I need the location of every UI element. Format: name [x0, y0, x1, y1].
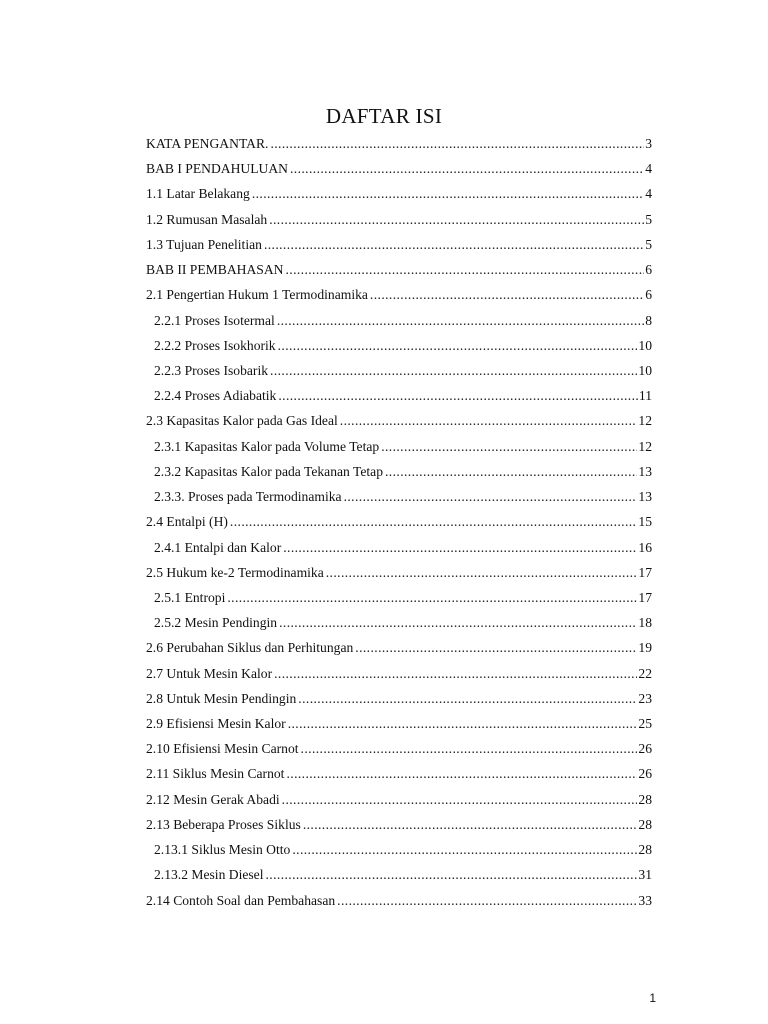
toc-dot-leader [292, 837, 637, 862]
toc-entry[interactable] [146, 661, 652, 686]
toc-entry-page: 10 [638, 362, 652, 378]
toc-dot-leader [269, 207, 644, 232]
toc-dot-leader [270, 358, 637, 383]
toc-entry-page: 23 [638, 690, 652, 706]
toc-dot-leader [274, 661, 637, 686]
toc-dot-leader [344, 484, 638, 509]
toc-entry-label: 2.3.1 Kapasitas Kalor pada Volume Tetap [154, 438, 380, 454]
toc-entry-page: 11 [638, 388, 652, 404]
toc-entry[interactable] [146, 207, 652, 232]
toc-dot-leader [301, 736, 638, 761]
toc-entry-label: 2.12 Mesin Gerak Abadi [146, 791, 280, 807]
toc-dot-leader [286, 761, 637, 786]
toc-entry[interactable] [146, 408, 652, 433]
toc-dot-leader [278, 383, 638, 408]
toc-entry-label: 2.5 Hukum ke-2 Termodinamika [146, 564, 324, 580]
toc-entry[interactable] [146, 837, 652, 862]
toc-entry-label: 2.7 Untuk Mesin Kalor [146, 665, 273, 681]
toc-entry-label: 2.2.1 Proses Isotermal [154, 312, 275, 328]
toc-entry-label: KATA PENGANTAR. [146, 136, 269, 151]
toc-entry-label: BAB II PEMBAHASAN [146, 262, 284, 278]
toc-entry[interactable] [146, 585, 652, 610]
toc-entry[interactable] [146, 358, 652, 383]
toc-entry-page: 13 [638, 463, 652, 479]
toc-entry-label: 2.2.3 Proses Isobarik [154, 362, 269, 378]
toc-entry-label: 1.3 Tujuan Penelitian [146, 236, 262, 252]
toc-entry-page: 17 [638, 564, 652, 580]
toc-entry-page: 5 [645, 211, 652, 227]
toc-dot-leader [303, 812, 638, 837]
toc-entry-label: 2.1 Pengertian Hukum 1 Termodinamika [146, 287, 368, 303]
toc-entry[interactable] [146, 459, 652, 484]
toc-entry-label: 2.13 Beberapa Proses Siklus [146, 816, 301, 832]
toc-entry-label: 2.6 Perubahan Siklus dan Perhitungan [146, 640, 354, 656]
toc-entry-page: 13 [638, 489, 652, 505]
toc-entry-label: 1.1 Latar Belakang [146, 186, 250, 202]
toc-entry-page: 4 [645, 186, 652, 202]
toc-dot-leader [370, 282, 644, 307]
toc-entry-label: 2.11 Siklus Mesin Carnot [146, 766, 285, 782]
page-number: 1 [649, 991, 656, 1005]
toc-entry[interactable] [146, 383, 652, 408]
toc-dot-leader [277, 308, 644, 333]
toc-entry[interactable] [146, 434, 652, 459]
toc-entry[interactable] [146, 282, 652, 307]
toc-entry-label: 2.2.4 Proses Adiabatik [154, 388, 277, 404]
toc-entry-label: 2.5.1 Entropi [154, 589, 226, 605]
toc-entry-page: 16 [638, 539, 652, 555]
toc-entry-label: 1.2 Rumusan Masalah [146, 211, 268, 227]
toc-entry-page: 3 [645, 136, 652, 151]
toc-entry[interactable] [146, 686, 652, 711]
toc-dot-leader [282, 787, 638, 812]
toc-dot-leader [337, 888, 637, 913]
toc-entry-page: 18 [638, 615, 652, 631]
toc-entry-page: 15 [638, 514, 652, 530]
toc-dot-leader [279, 610, 637, 635]
toc-entry[interactable] [146, 761, 652, 786]
toc-entry[interactable] [146, 308, 652, 333]
toc-entry-page: 28 [638, 842, 652, 858]
toc-dot-leader [298, 686, 637, 711]
toc-entry[interactable] [146, 509, 652, 534]
toc-entry-page: 26 [638, 741, 652, 757]
toc-dot-leader [340, 408, 638, 433]
toc-entry[interactable] [146, 257, 652, 282]
toc-entry[interactable] [146, 131, 652, 156]
toc-entry-label: 2.10 Efisiensi Mesin Carnot [146, 741, 299, 757]
toc-entry-label: 2.13.1 Siklus Mesin Otto [154, 842, 291, 858]
toc-entry-page: 17 [638, 589, 652, 605]
toc-entry-page: 22 [638, 665, 652, 681]
toc-entry[interactable] [146, 535, 652, 560]
toc-entry-label: 2.9 Efisiensi Mesin Kalor [146, 716, 286, 732]
toc-entry[interactable] [146, 736, 652, 761]
toc-dot-leader [278, 333, 638, 358]
toc-entry[interactable] [146, 787, 652, 812]
toc-entry[interactable] [146, 181, 652, 206]
toc-entry[interactable] [146, 635, 652, 660]
table-of-contents [146, 131, 652, 913]
toc-entry[interactable] [146, 560, 652, 585]
toc-entry-page: 31 [638, 867, 652, 883]
toc-entry[interactable] [146, 333, 652, 358]
toc-dot-leader [355, 635, 637, 660]
toc-dot-leader [270, 131, 644, 156]
toc-entry-page: 19 [638, 640, 652, 656]
toc-dot-leader [252, 181, 644, 206]
toc-entry[interactable] [146, 484, 652, 509]
toc-entry-page: 12 [638, 438, 652, 454]
toc-entry-page: 4 [645, 161, 652, 177]
toc-entry[interactable] [146, 888, 652, 913]
toc-entry[interactable] [146, 610, 652, 635]
toc-entry[interactable] [146, 812, 652, 837]
toc-entry-label: 2.3.3. Proses pada Termodinamika [154, 489, 342, 505]
toc-entry-label: 2.4.1 Entalpi dan Kalor [154, 539, 282, 555]
toc-entry[interactable] [146, 232, 652, 257]
toc-dot-leader [288, 711, 638, 736]
toc-entry-page: 28 [638, 791, 652, 807]
toc-entry-page: 28 [638, 816, 652, 832]
toc-dot-leader [283, 535, 637, 560]
toc-entry-page: 26 [638, 766, 652, 782]
toc-dot-leader [285, 257, 644, 282]
toc-entry-page: 33 [638, 892, 652, 908]
toc-dot-leader [266, 862, 638, 887]
toc-entry-page: 5 [645, 236, 652, 252]
toc-entry-label: 2.3.2 Kapasitas Kalor pada Tekanan Tetap [154, 463, 383, 479]
toc-entry-page: 6 [645, 287, 652, 303]
page-title: DAFTAR ISI [325, 104, 443, 128]
toc-entry-label: 2.3 Kapasitas Kalor pada Gas Ideal [146, 413, 338, 429]
toc-entry-label: 2.2.2 Proses Isokhorik [154, 337, 276, 353]
toc-dot-leader [381, 434, 637, 459]
toc-entry-page: 8 [645, 312, 652, 328]
toc-entry[interactable] [146, 862, 652, 887]
toc-entry[interactable] [146, 156, 652, 181]
toc-dot-leader [326, 560, 638, 585]
toc-entry-page: 25 [638, 716, 652, 732]
toc-dot-leader [264, 232, 644, 257]
toc-entry-page: 10 [638, 337, 652, 353]
toc-dot-leader [230, 509, 637, 534]
toc-entry-label: 2.14 Contoh Soal dan Pembahasan [146, 892, 336, 908]
toc-entry-label: 2.13.2 Mesin Diesel [154, 867, 264, 883]
toc-dot-leader [385, 459, 637, 484]
toc-entry-label: 2.4 Entalpi (H) [146, 514, 228, 530]
toc-dot-leader [290, 156, 644, 181]
toc-entry-label: 2.8 Untuk Mesin Pendingin [146, 690, 297, 706]
toc-entry-page: 6 [645, 262, 652, 278]
toc-entry-page: 12 [638, 413, 652, 429]
toc-entry-label: BAB I PENDAHULUAN [146, 161, 288, 177]
toc-entry-label: 2.5.2 Mesin Pendingin [154, 615, 278, 631]
toc-entry[interactable] [146, 711, 652, 736]
toc-dot-leader [227, 585, 637, 610]
